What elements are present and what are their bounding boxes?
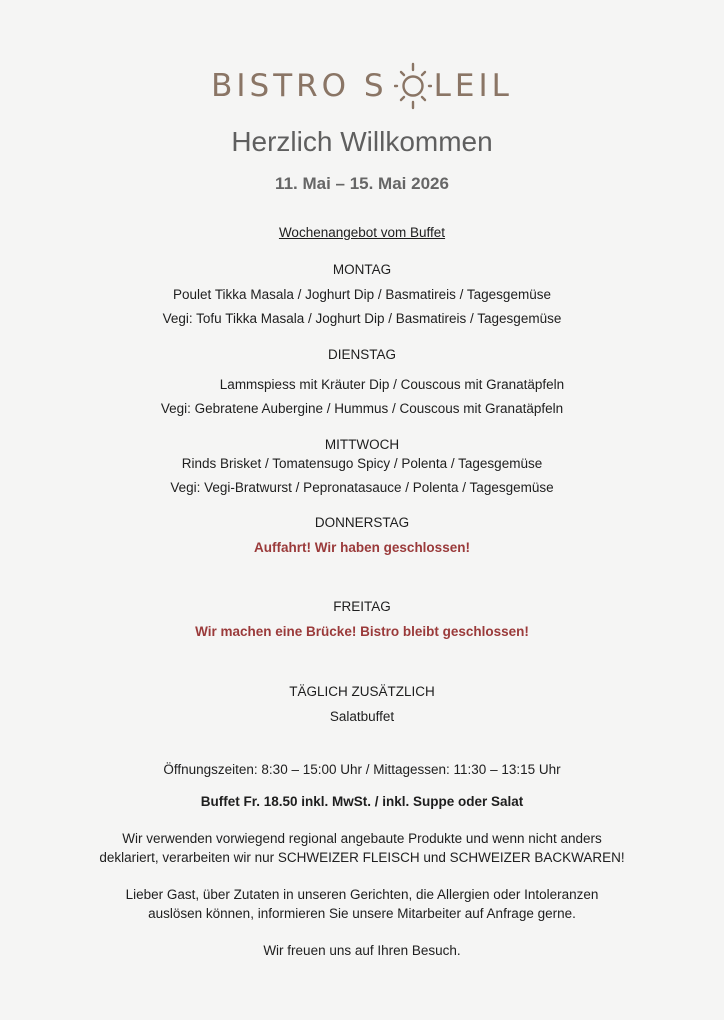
day-heading-thursday: DONNERSTAG <box>314 515 410 530</box>
daily-item: Salatbuffet <box>329 709 395 724</box>
day-heading-tuesday: DIENSTAG <box>327 347 396 362</box>
brand-text-first: BISTRO S <box>211 68 388 104</box>
closed-notice-friday: Wir machen eine Brücke! Bistro bleibt geschlossen! <box>195 624 529 639</box>
brand-text-second: LEIL <box>433 68 513 104</box>
closing-line: Wir freuen uns auf Ihren Besuch. <box>263 943 461 958</box>
day-heading-monday: MONTAG <box>332 262 392 277</box>
day-heading-wednesday: MITTWOCH <box>324 437 400 452</box>
regional-info-line-2: deklariert, verarbeiten wir nur SCHWEIZER FLEISCH und SCHWEIZER BACKWAREN! <box>99 850 625 865</box>
date-range: 11. Mai – 15. Mai 2026 <box>275 174 449 193</box>
menu-line-wednesday-1: Rinds Brisket / Tomatensugo Spicy / Polenta / Tagesgemüse <box>181 456 543 471</box>
daily-heading: TÄGLICH ZUSÄTZLICH <box>289 684 435 699</box>
sun-icon <box>394 58 432 114</box>
brand-logo <box>0 58 724 114</box>
opening-hours: Öffnungszeiten: 8:30 – 15:00 Uhr / Mittagessen: 11:30 – 13:15 Uhr <box>163 762 561 777</box>
buffet-price: Buffet Fr. 18.50 inkl. MwSt. / inkl. Suppe oder Salat <box>200 794 524 809</box>
section-heading: Wochenangebot vom Buffet <box>278 225 446 240</box>
regional-info-line-1: Wir verwenden vorwiegend regional angebaute Produkte und wenn nicht anders <box>122 831 602 846</box>
menu-line-tuesday-2: Vegi: Gebratene Aubergine / Hummus / Couscous mit Granatäpfeln <box>160 401 564 416</box>
allergy-info-line-1: Lieber Gast, über Zutaten in unseren Gerichten, die Allergien oder Intoleranzen <box>125 887 599 902</box>
menu-line-tuesday-1: Lammspiess mit Kräuter Dip / Couscous mit Granatäpfeln <box>219 377 565 392</box>
menu-line-wednesday-2: Vegi: Vegi-Bratwurst / Pepronatasauce / Polenta / Tagesgemüse <box>170 480 554 495</box>
menu-line-monday-2: Vegi: Tofu Tikka Masala / Joghurt Dip / Basmatireis / Tagesgemüse <box>162 311 562 326</box>
menu-line-monday-1: Poulet Tikka Masala / Joghurt Dip / Basmatireis / Tagesgemüse <box>173 287 551 302</box>
page-title: Herzlich Willkommen <box>231 126 493 157</box>
closed-notice-thursday: Auffahrt! Wir haben geschlossen! <box>254 540 470 555</box>
day-heading-friday: FREITAG <box>333 599 391 614</box>
allergy-info-line-2: auslösen können, informieren Sie unsere Mitarbeiter auf Anfrage gerne. <box>148 906 576 921</box>
